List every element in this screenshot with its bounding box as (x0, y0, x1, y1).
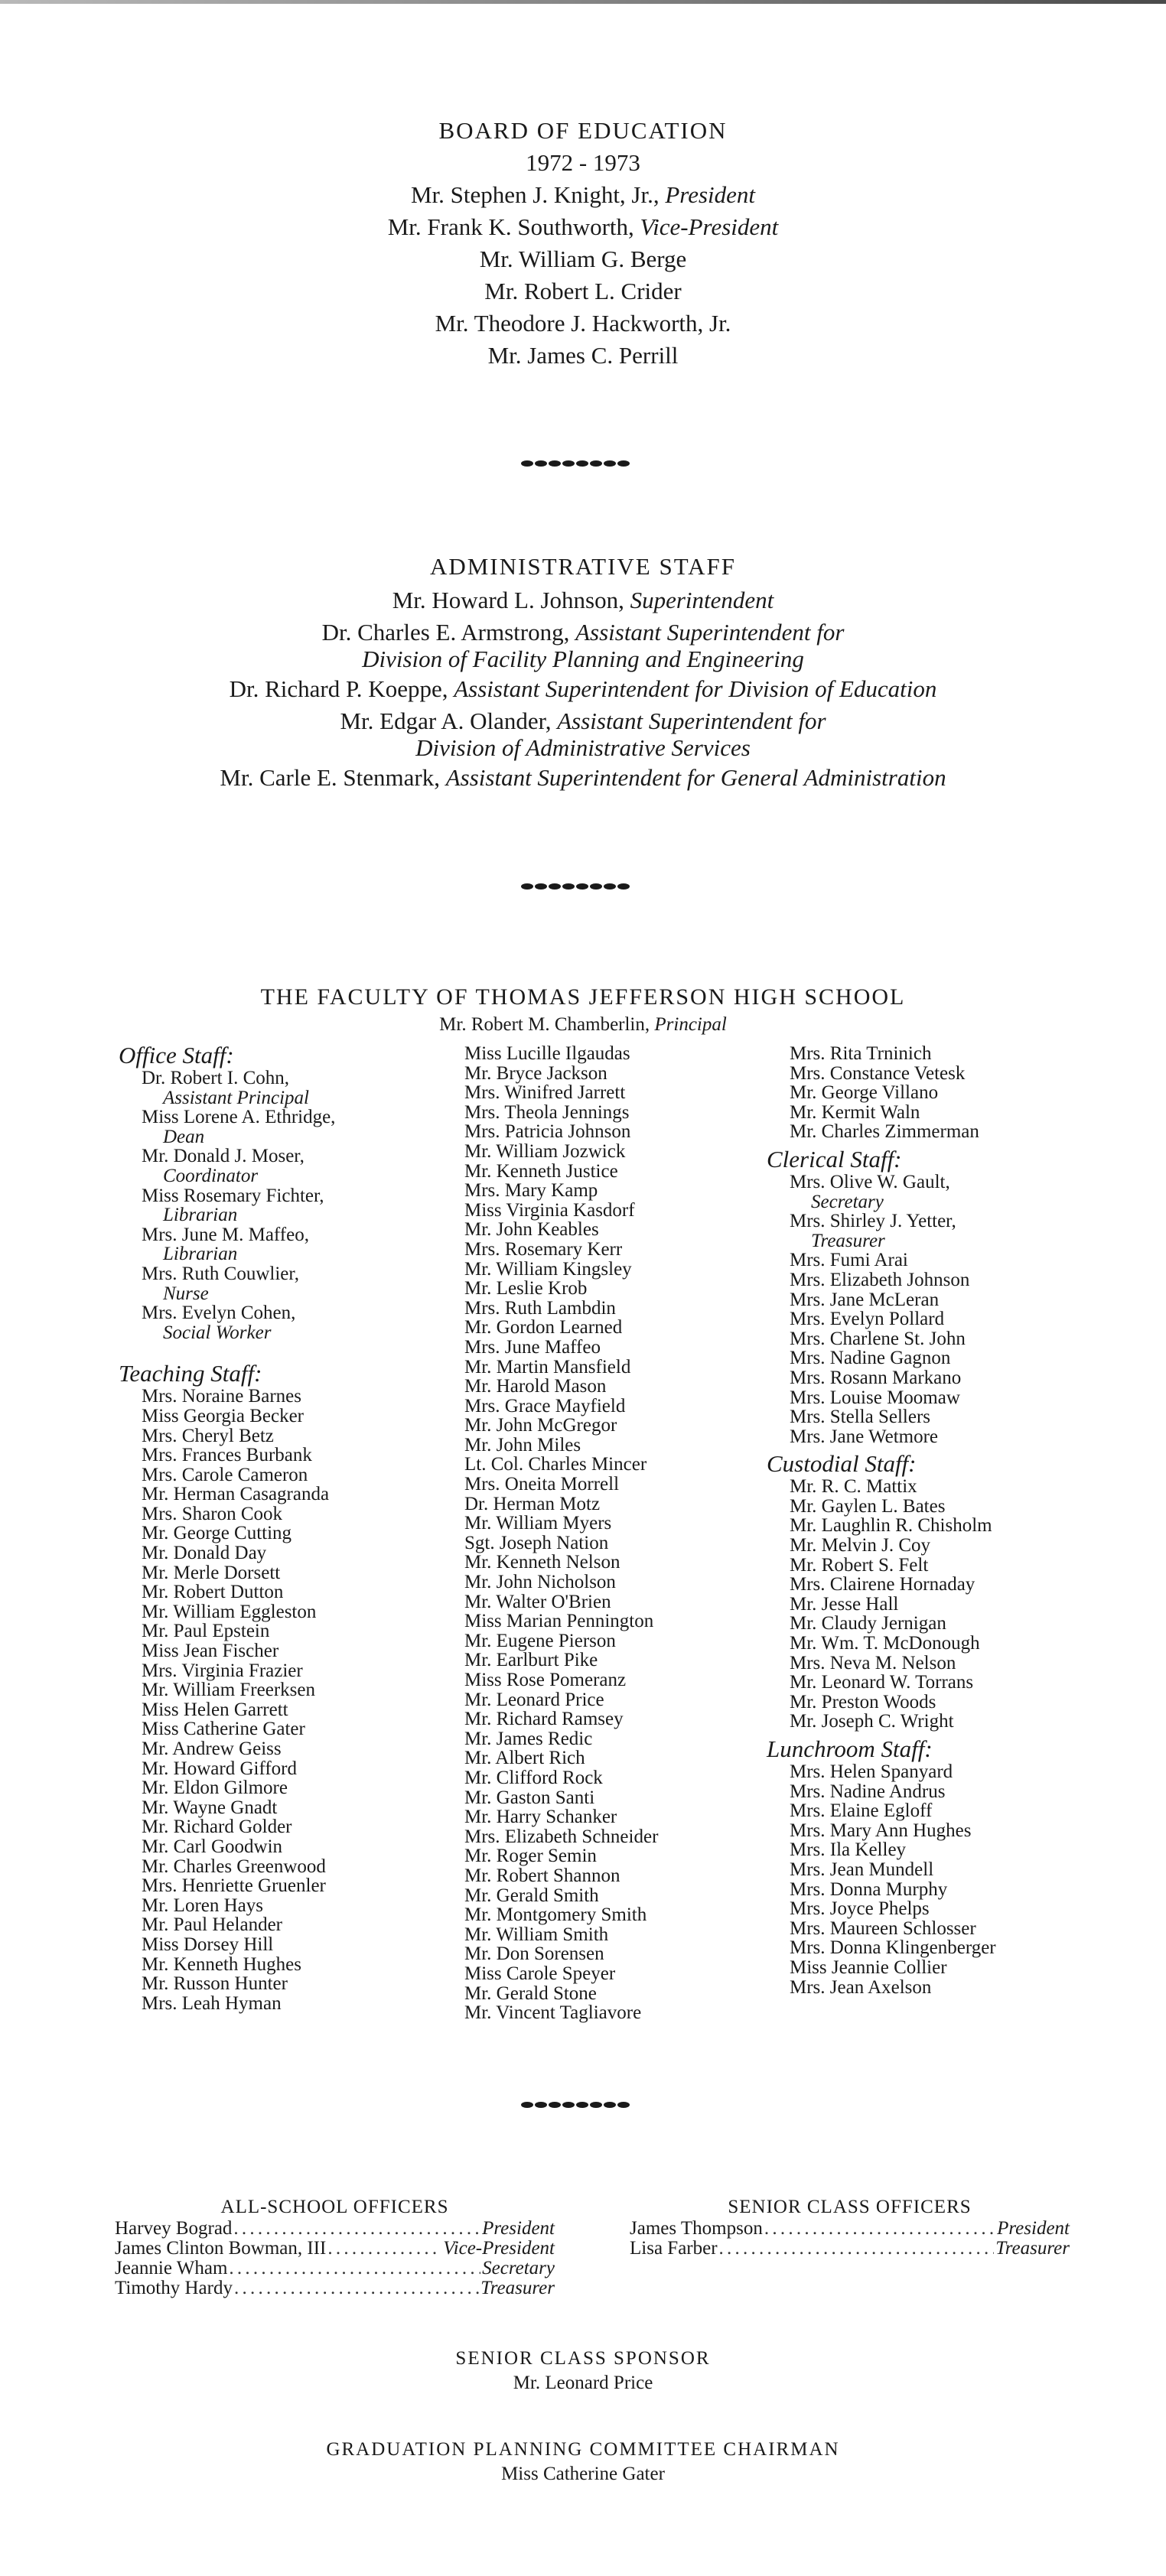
teacher-name: Mr. Carl Goodwin (142, 1836, 283, 1857)
lunchroom-staff-name: Mrs. Jean Mundell (790, 1859, 934, 1880)
teacher-name: Mrs. Rosemary Kerr (464, 1238, 623, 1260)
office-staff-role: Librarian (163, 1205, 238, 1226)
teacher-name: Mrs. Henriette Gruenler (142, 1875, 326, 1897)
teacher-name: Dr. Herman Motz (464, 1493, 601, 1514)
admin-line (0, 675, 1166, 704)
teacher-name: Mr. Loren Hays (142, 1895, 263, 1916)
teacher-name: Mrs. Patricia Johnson (464, 1121, 631, 1143)
teacher-name: Miss Marian Pennington (464, 1611, 654, 1632)
clerical-staff-name: Mrs. Stella Sellers (790, 1407, 931, 1428)
clerical-staff-name: Mrs. Fumi Arai (790, 1250, 908, 1271)
board-member (0, 275, 1166, 307)
office-staff-heading: Office Staff: (119, 1042, 234, 1068)
board-member (0, 179, 1166, 211)
custodial-staff-name: Mr. Preston Woods (790, 1691, 936, 1712)
board-member (0, 243, 1166, 275)
member-role-continued: Division of Administrative Services (415, 734, 751, 761)
custodial-staff-name: Mr. R. C. Mattix (790, 1476, 917, 1498)
admin-section (0, 551, 1166, 792)
leader-dots (229, 2259, 480, 2278)
ornament-divider (520, 2100, 630, 2109)
office-staff-role: Librarian (163, 1244, 238, 1265)
teacher-name: Miss Helen Garrett (142, 1699, 288, 1720)
teacher-name: Mr. Vincent Tagliavore (464, 2002, 642, 2024)
teacher-name: Mr. William Jozwick (464, 1140, 626, 1162)
teacher-name: Mr. Andrew Geiss (142, 1738, 282, 1759)
member-role: Assistant Superintendent for General Administration (445, 764, 946, 791)
custodial-staff-name: Mr. Wm. T. McDonough (790, 1633, 980, 1654)
faculty-column-1 (119, 1042, 335, 2013)
office-staff-name: Mrs. Evelyn Cohen, (142, 1303, 296, 1324)
teacher-name: Mr. Leslie Krob (464, 1278, 588, 1299)
teacher-name: Mr. Wayne Gnadt (142, 1797, 278, 1818)
clerical-staff-name: Mrs. Nadine Gagnon (790, 1348, 951, 1369)
clerical-staff-name: Mrs. Jane Wetmore (790, 1426, 939, 1447)
office-staff-role: Coordinator (163, 1165, 259, 1186)
lunchroom-staff-name: Mrs. Joyce Phelps (790, 1898, 930, 1920)
admin-members (0, 586, 1166, 792)
member-role: Assistant Superintendent for (557, 707, 826, 734)
teacher-name: Mrs. Leah Hyman (142, 1992, 282, 2014)
teacher-name: Mr. Paul Helander (142, 1914, 282, 1936)
member-name: Mr. Carle E. Stenmark, (220, 764, 440, 791)
ornament-divider (520, 882, 630, 891)
office-staff-name: Miss Lorene A. Ethridge, (142, 1107, 336, 1128)
member-name: Dr. Charles E. Armstrong, (321, 619, 570, 646)
teacher-name: Mr. Russon Hunter (142, 1973, 288, 1995)
custodial-staff-heading: Custodial Staff: (767, 1450, 917, 1478)
member-name: Mr. James C. Perrill (487, 342, 679, 369)
teacher-name: Mrs. Frances Burbank (142, 1445, 312, 1466)
teaching-staff-heading: Teaching Staff: (119, 1360, 262, 1387)
principal-name: Mr. Robert M. Chamberlin, (439, 1014, 650, 1035)
clerical-staff-name: Mrs. Charlene St. John (790, 1328, 966, 1349)
officer-name: James Thompson (630, 2218, 763, 2239)
teacher-name: Mrs. Oneita Morrell (464, 1474, 620, 1495)
teacher-name: Mr. Herman Casagranda (142, 1484, 330, 1505)
teacher-name: Miss Catherine Gater (142, 1719, 305, 1740)
teacher-name: Mrs. Mary Kamp (464, 1180, 598, 1202)
teacher-name: Mr. William Myers (464, 1513, 612, 1534)
lunchroom-staff-name: Mrs. Ila Kelley (790, 1839, 907, 1861)
clerical-staff-name: Mrs. Jane McLeran (790, 1289, 940, 1310)
officer-row (630, 2239, 1070, 2259)
teacher-name: Mr. George Cutting (142, 1523, 292, 1544)
member-role: Vice-President (640, 213, 779, 240)
member-role: Assistant Superintendent for (575, 619, 845, 646)
teacher-name: Mr. Gerald Smith (464, 1885, 599, 1906)
teacher-name: Mrs. Winifred Jarrett (464, 1082, 626, 1104)
clerical-staff-name: Mrs. Elizabeth Johnson (790, 1269, 970, 1290)
leader-dots (719, 2239, 995, 2259)
officer-row (115, 2278, 555, 2298)
officer-role: Vice-President (443, 2238, 555, 2259)
teacher-name: Mrs. Constance Vetesk (790, 1062, 966, 1084)
officer-role: President (482, 2218, 555, 2239)
admin-line (0, 586, 1166, 615)
officer-name: Jeannie Wham (115, 2258, 228, 2278)
admin-member (0, 586, 1166, 615)
teacher-name: Mr. Paul Epstein (142, 1621, 270, 1642)
clerical-staff-name: Mrs. Shirley J. Yetter, (790, 1211, 956, 1232)
teacher-name: Mr. Walter O'Brien (464, 1591, 611, 1612)
committee-name: Miss Catherine Gater (501, 2464, 665, 2484)
member-name: Mr. Howard L. Johnson, (392, 587, 624, 613)
all-school-list (115, 2219, 555, 2298)
teacher-name: Miss Lucille Ilgaudas (464, 1043, 630, 1064)
admin-member (0, 675, 1166, 704)
teacher-name: Mr. Don Sorensen (464, 1943, 604, 1965)
custodial-staff-name: Mrs. Neva M. Nelson (790, 1652, 956, 1673)
teacher-name: Miss Carole Speyer (464, 1963, 616, 1984)
member-name: Mr. Frank K. Southworth, (387, 213, 634, 240)
office-staff-name: Mrs. Ruth Couwlier, (142, 1263, 299, 1284)
clerical-staff-name: Mrs. Olive W. Gault, (790, 1171, 950, 1192)
officer-role: President (997, 2218, 1070, 2239)
member-name: Mr. Edgar A. Olander, (340, 707, 552, 734)
board-member (0, 211, 1166, 243)
board-members (0, 179, 1166, 372)
teacher-name: Mr. Donald Day (142, 1543, 267, 1564)
lunchroom-staff-heading: Lunchroom Staff: (767, 1735, 933, 1762)
member-role-continued: Division of Facility Planning and Engineering (362, 646, 804, 672)
teacher-name: Mr. Eugene Pierson (464, 1630, 616, 1651)
teacher-name: Miss Jean Fischer (142, 1641, 279, 1662)
teacher-name: Mr. Albert Rich (464, 1748, 585, 1769)
admin-line (0, 618, 1166, 647)
board-member (0, 307, 1166, 340)
admin-member (0, 618, 1166, 672)
custodial-staff-name: Mr. Robert S. Felt (790, 1554, 929, 1576)
teacher-name: Mr. Richard Ramsey (464, 1709, 624, 1730)
lunchroom-staff-name: Mrs. Mary Ann Hughes (790, 1820, 972, 1841)
teacher-name: Miss Georgia Becker (142, 1405, 304, 1426)
member-role: Superintendent (630, 587, 774, 613)
teacher-name: Mr. Bryce Jackson (464, 1062, 607, 1084)
member-name: Mr. William G. Berge (479, 246, 687, 272)
teacher-name: Mrs. June Maffeo (464, 1336, 601, 1358)
lunchroom-staff-name: Mrs. Elaine Egloff (790, 1800, 933, 1822)
top-edge-line (0, 0, 1166, 4)
teacher-name: Mr. John Nicholson (464, 1572, 616, 1593)
committee-section (0, 2438, 1166, 2487)
custodial-staff-name: Mrs. Clairene Hornaday (790, 1574, 975, 1595)
sponsor-section (0, 2347, 1166, 2395)
clerical-staff-role: Secretary (811, 1191, 884, 1212)
teacher-name: Mr. Clifford Rock (464, 1767, 603, 1788)
teacher-name: Mr. Harry Schanker (464, 1807, 617, 1828)
teacher-name: Mr. Eldon Gilmore (142, 1778, 288, 1799)
board-section (0, 115, 1166, 372)
member-role: President (665, 181, 756, 208)
board-member (0, 340, 1166, 372)
teacher-name: Miss Virginia Kasdorf (464, 1199, 635, 1221)
teacher-name: Mr. George Villano (790, 1082, 939, 1104)
officer-role: Secretary (482, 2258, 555, 2278)
teacher-name: Mr. Howard Gifford (142, 1758, 297, 1779)
teacher-name: Mr. Robert Shannon (464, 1865, 620, 1886)
custodial-staff-name: Mr. Leonard W. Torrans (790, 1672, 974, 1693)
custodial-staff-name: Mr. Gaylen L. Bates (790, 1495, 946, 1517)
officer-name: Lisa Farber (630, 2238, 718, 2259)
officer-name: Harvey Bograd (115, 2218, 233, 2239)
teacher-name: Mr. Kenneth Justice (464, 1160, 618, 1182)
lunchroom-staff-name: Miss Jeannie Collier (790, 1956, 947, 1978)
teacher-name: Mr. Kermit Waln (790, 1101, 920, 1123)
teacher-name: Mr. Earlburt Pike (464, 1650, 598, 1671)
admin-line (0, 707, 1166, 736)
teacher-name: Mr. William Smith (464, 1924, 609, 1945)
teacher-name: Mrs. Elizabeth Schneider (464, 1826, 659, 1847)
leader-dots (234, 2278, 479, 2298)
admin-line (0, 763, 1166, 792)
teacher-name: Mr. Kenneth Nelson (464, 1552, 620, 1573)
officer-role: Treasurer (995, 2238, 1070, 2259)
committee-title: GRADUATION PLANNING COMMITTEE CHAIRMAN (326, 2439, 840, 2460)
teacher-name: Mrs. Noraine Barnes (142, 1386, 301, 1407)
senior-class-list (630, 2219, 1070, 2259)
custodial-staff-name: Mr. Melvin J. Coy (790, 1535, 931, 1556)
clerical-staff-heading: Clerical Staff: (767, 1145, 902, 1173)
office-staff-role: Dean (163, 1126, 205, 1147)
office-staff-name: Mrs. June M. Maffeo, (142, 1224, 309, 1245)
teacher-name: Mr. William Eggleston (142, 1601, 317, 1622)
all-school-title: ALL-SCHOOL OFFICERS (220, 2197, 449, 2217)
principal-role: Principal (654, 1014, 727, 1035)
board-title: BOARD OF EDUCATION (438, 117, 728, 144)
teacher-name: Mr. William Freerksen (142, 1680, 315, 1701)
sponsor-name: Mr. Leonard Price (513, 2373, 653, 2393)
leader-dots (233, 2219, 480, 2239)
officer-role: Treasurer (480, 2278, 555, 2298)
custodial-staff-name: Mr. Jesse Hall (790, 1593, 899, 1615)
lunchroom-staff-name: Mrs. Maureen Schlosser (790, 1917, 976, 1939)
office-staff-name: Miss Rosemary Fichter, (142, 1185, 324, 1206)
teacher-name: Mr. Charles Greenwood (142, 1856, 326, 1877)
teacher-name: Lt. Col. Charles Mincer (464, 1454, 647, 1475)
teacher-name: Mr. James Redic (464, 1728, 593, 1749)
officer-row (630, 2219, 1070, 2239)
all-school-officers (115, 2197, 555, 2298)
teacher-name: Mr. Gerald Stone (464, 1982, 597, 2004)
ornament-divider (520, 459, 630, 468)
board-years: 1972 - 1973 (526, 149, 640, 176)
office-staff-role: Assistant Principal (163, 1087, 309, 1108)
teacher-name: Mrs. Sharon Cook (142, 1503, 283, 1524)
clerical-staff-name: Mrs. Evelyn Pollard (790, 1309, 945, 1330)
teacher-name: Miss Dorsey Hill (142, 1934, 274, 1955)
teacher-name: Mr. Charles Zimmerman (790, 1121, 979, 1143)
teacher-name: Mrs. Theola Jennings (464, 1101, 630, 1123)
teacher-name: Mr. John Keables (464, 1219, 599, 1241)
member-name: Mr. Robert L. Crider (484, 278, 682, 304)
teacher-name: Mrs. Grace Mayfield (464, 1395, 626, 1416)
leader-dots (764, 2219, 995, 2239)
officer-name: Timothy Hardy (115, 2278, 233, 2298)
member-name: Mr. Stephen J. Knight, Jr., (410, 181, 660, 208)
teacher-name: Mrs. Cheryl Betz (142, 1425, 274, 1446)
faculty-column-3 (767, 1044, 996, 1997)
custodial-staff-name: Mr. Laughlin R. Chisholm (790, 1515, 992, 1537)
teacher-name: Mr. Gordon Learned (464, 1317, 623, 1338)
principal-line (0, 1013, 1166, 1036)
faculty-column-2 (464, 1044, 658, 2023)
custodial-staff-name: Mr. Claudy Jernigan (790, 1613, 946, 1634)
teacher-name: Mr. Gaston Santi (464, 1787, 595, 1808)
office-staff-role: Social Worker (163, 1322, 272, 1343)
teacher-name: Mrs. Virginia Frazier (142, 1660, 303, 1681)
teacher-name: Mrs. Ruth Lambdin (464, 1297, 616, 1319)
sponsor-title: SENIOR CLASS SPONSOR (455, 2348, 711, 2369)
teacher-name: Mr. Roger Semin (464, 1846, 597, 1867)
officer-row (115, 2239, 555, 2259)
member-role: Assistant Superintendent for Division of Education (454, 675, 937, 702)
lunchroom-staff-name: Mrs. Donna Klingenberger (790, 1937, 996, 1959)
lunchroom-staff-name: Mrs. Helen Spanyard (790, 1761, 953, 1782)
officer-row (115, 2219, 555, 2239)
teacher-name: Sgt. Joseph Nation (464, 1532, 609, 1553)
office-staff-name: Dr. Robert I. Cohn, (142, 1068, 290, 1088)
teacher-name: Miss Rose Pomeranz (464, 1670, 627, 1690)
teacher-name: Mr. Robert Dutton (142, 1582, 284, 1603)
clerical-staff-name: Mrs. Louise Moomaw (790, 1387, 960, 1408)
member-name: Mr. Theodore J. Hackworth, Jr. (435, 310, 731, 337)
admin-member (0, 763, 1166, 792)
officer-row (115, 2259, 555, 2278)
clerical-staff-name: Mrs. Rosann Markano (790, 1367, 962, 1388)
teacher-name: Mr. Leonard Price (464, 1689, 604, 1710)
teacher-name: Mr. John McGregor (464, 1415, 617, 1436)
lunchroom-staff-name: Mrs. Nadine Andrus (790, 1781, 946, 1802)
admin-member (0, 707, 1166, 760)
faculty-title: THE FACULTY OF THOMAS JEFFERSON HIGH SCHOOL (260, 984, 906, 1010)
leader-dots (327, 2239, 441, 2259)
teacher-name: Mr. Harold Mason (464, 1376, 607, 1397)
officer-name: James Clinton Bowman, III (115, 2238, 327, 2259)
teacher-name: Mr. John Miles (464, 1434, 581, 1456)
admin-title: ADMINISTRATIVE STAFF (429, 553, 737, 580)
clerical-staff-role: Treasurer (811, 1230, 885, 1251)
custodial-staff-name: Mr. Joseph C. Wright (790, 1711, 954, 1732)
senior-class-title: SENIOR CLASS OFFICERS (728, 2197, 972, 2217)
teacher-name: Mr. Montgomery Smith (464, 1904, 647, 1926)
teacher-name: Mrs. Rita Trninich (790, 1043, 932, 1064)
teacher-name: Mr. Richard Golder (142, 1817, 292, 1838)
lunchroom-staff-name: Mrs. Jean Axelson (790, 1976, 932, 1998)
office-staff-role: Nurse (163, 1283, 209, 1304)
member-name: Dr. Richard P. Koeppe, (229, 675, 448, 702)
lunchroom-staff-name: Mrs. Donna Murphy (790, 1878, 948, 1900)
teacher-name: Mr. Martin Mansfield (464, 1356, 631, 1377)
teacher-name: Mrs. Carole Cameron (142, 1464, 308, 1485)
faculty-header (0, 981, 1166, 1036)
teacher-name: Mr. Kenneth Hughes (142, 1953, 301, 1975)
teacher-name: Mr. Merle Dorsett (142, 1562, 281, 1583)
senior-class-officers (630, 2197, 1070, 2259)
teacher-name: Mr. William Kingsley (464, 1258, 632, 1280)
office-staff-name: Mr. Donald J. Moser, (142, 1146, 305, 1167)
